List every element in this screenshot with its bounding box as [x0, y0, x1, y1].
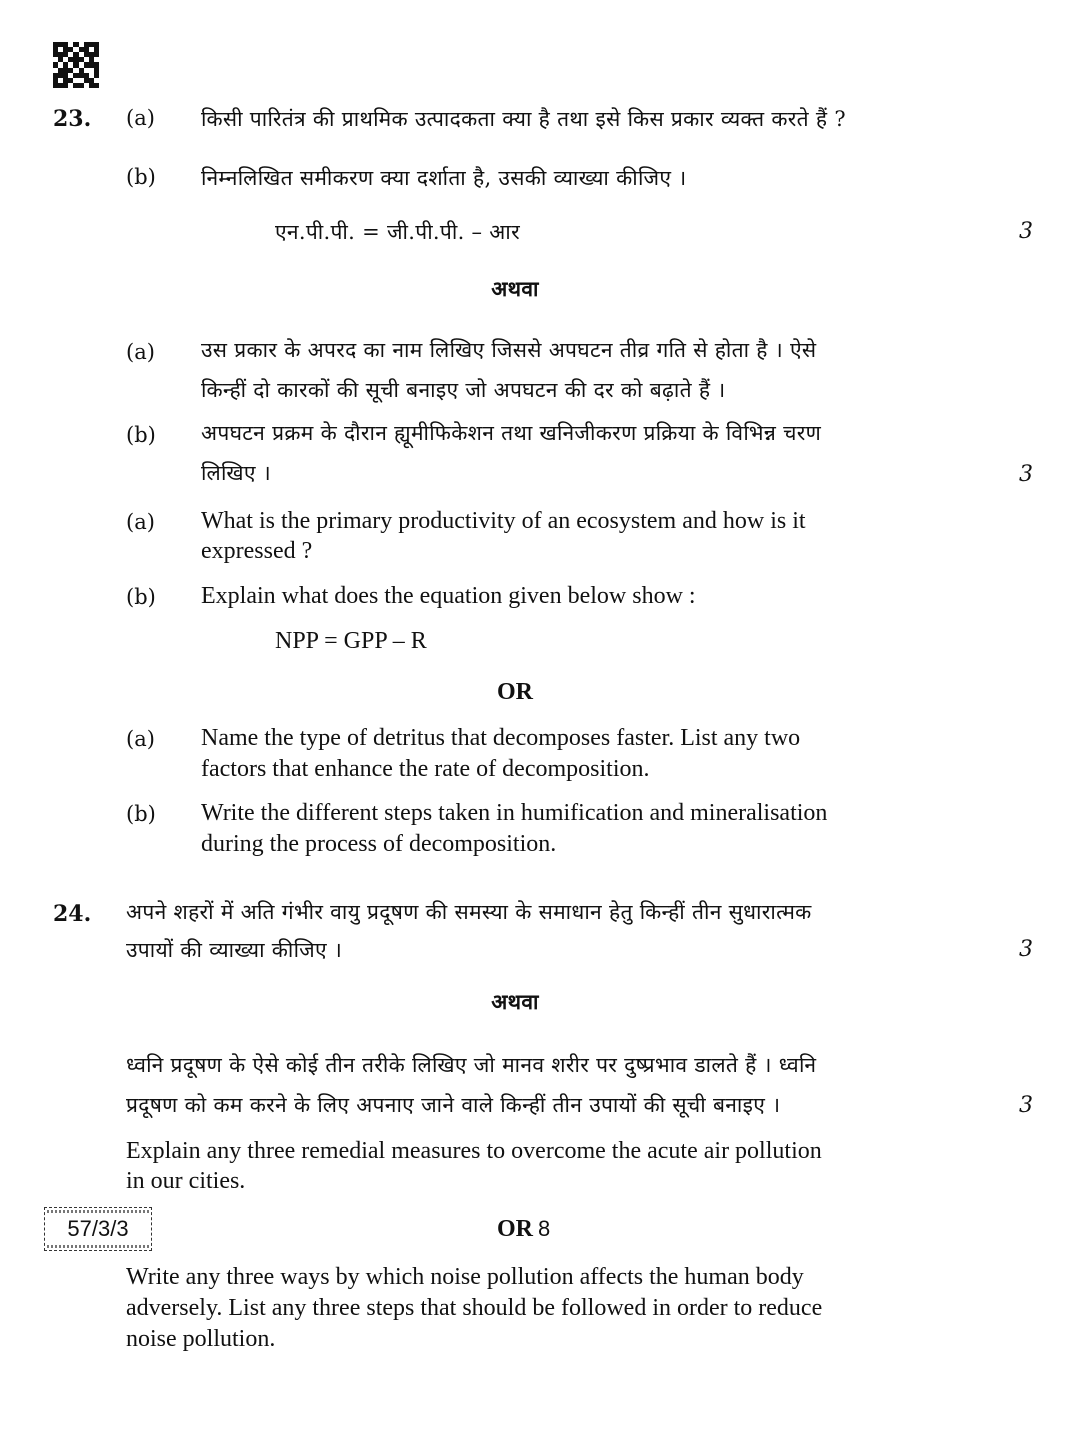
equation-hindi: एन.पी.पी. = जी.पी.पी. – आर: [275, 220, 520, 244]
question-text-hindi: अपघटन प्रक्रम के दौरान ह्यूमीफिकेशन तथा खनिजीकरण प्रक्रिया के विभिन्न चरण: [201, 421, 822, 445]
microtext-bottom: [47, 1245, 149, 1248]
or-divider-hindi: अथवा: [491, 276, 539, 301]
question-text-hindi: उपायों की व्याख्या कीजिए ।: [126, 938, 343, 962]
question-text-english: Explain any three remedial measures to overcome the acute air pollution: [126, 1138, 822, 1164]
question-text-english: in our cities.: [126, 1168, 246, 1194]
part-label: (a): [126, 340, 155, 364]
qr-code-icon: [53, 42, 99, 88]
question-text-english: during the process of decomposition.: [201, 831, 557, 857]
part-label: (a): [126, 727, 155, 751]
paper-code: 57/3/3: [67, 1216, 129, 1241]
question-text-english: expressed ?: [201, 538, 313, 564]
part-label: (b): [126, 423, 156, 447]
or-divider-english: OR: [497, 679, 533, 705]
paper-code-box: [44, 1207, 152, 1251]
question-text-english: factors that enhance the rate of decomposition.: [201, 756, 650, 782]
part-label: (b): [126, 802, 156, 826]
equation-english: NPP = GPP – R: [275, 628, 427, 654]
question-text-hindi: अपने शहरों में अति गंभीर वायु प्रदूषण की समस्या के समाधान हेतु किन्हीं तीन सुधारात्मक: [126, 900, 812, 924]
question-text-english: What is the primary productivity of an ecosystem and how is it: [201, 508, 806, 534]
part-label: (b): [126, 585, 156, 609]
question-text-hindi: निम्नलिखित समीकरण क्या दर्शाता है, उसकी व्याख्या कीजिए ।: [201, 166, 687, 190]
page-number: 8: [538, 1216, 551, 1241]
question-text-english: Write any three ways by which noise pollution affects the human body: [126, 1264, 804, 1290]
question-text-english: adversely. List any three steps that should be followed in order to reduce: [126, 1295, 823, 1321]
question-text-hindi: उस प्रकार के अपरद का नाम लिखिए जिससे अपघटन तीव्र गति से होता है । ऐसे: [201, 338, 817, 362]
question-text-hindi: लिखिए ।: [201, 461, 272, 485]
or-divider-hindi: अथवा: [491, 989, 539, 1014]
question-text-hindi: ध्वनि प्रदूषण के ऐसे कोई तीन तरीके लिखिए जो मानव शरीर पर दुष्प्रभाव डालते हैं । ध्वनि: [126, 1053, 817, 1077]
part-label: (a): [126, 106, 155, 130]
marks: 3: [1019, 219, 1033, 244]
question-text-hindi: किन्हीं दो कारकों की सूची बनाइए जो अपघटन की दर को बढ़ाते हैं ।: [201, 378, 726, 402]
question-text-hindi: किसी पारितंत्र की प्राथमिक उत्पादकता क्या है तथा इसे किस प्रकार व्यक्त करते हैं ?: [201, 107, 846, 131]
part-label: (b): [126, 165, 156, 189]
marks: 3: [1019, 937, 1033, 962]
question-number: 23.: [53, 106, 92, 132]
question-number: 24.: [53, 901, 92, 927]
marks: 3: [1019, 1093, 1033, 1118]
question-text-english: Explain what does the equation given below show :: [201, 583, 696, 609]
question-text-hindi: प्रदूषण को कम करने के लिए अपनाए जाने वाले किन्हीं तीन उपायों की सूची बनाइए ।: [126, 1093, 781, 1117]
question-text-english: Write the different steps taken in humification and mineralisation: [201, 800, 828, 826]
microtext-top: [47, 1210, 149, 1213]
part-label: (a): [126, 510, 155, 534]
question-text-english: Name the type of detritus that decomposes faster. List any two: [201, 725, 801, 751]
marks: 3: [1019, 462, 1033, 487]
question-text-english: noise pollution.: [126, 1326, 276, 1352]
or-divider-english: OR: [497, 1216, 533, 1242]
